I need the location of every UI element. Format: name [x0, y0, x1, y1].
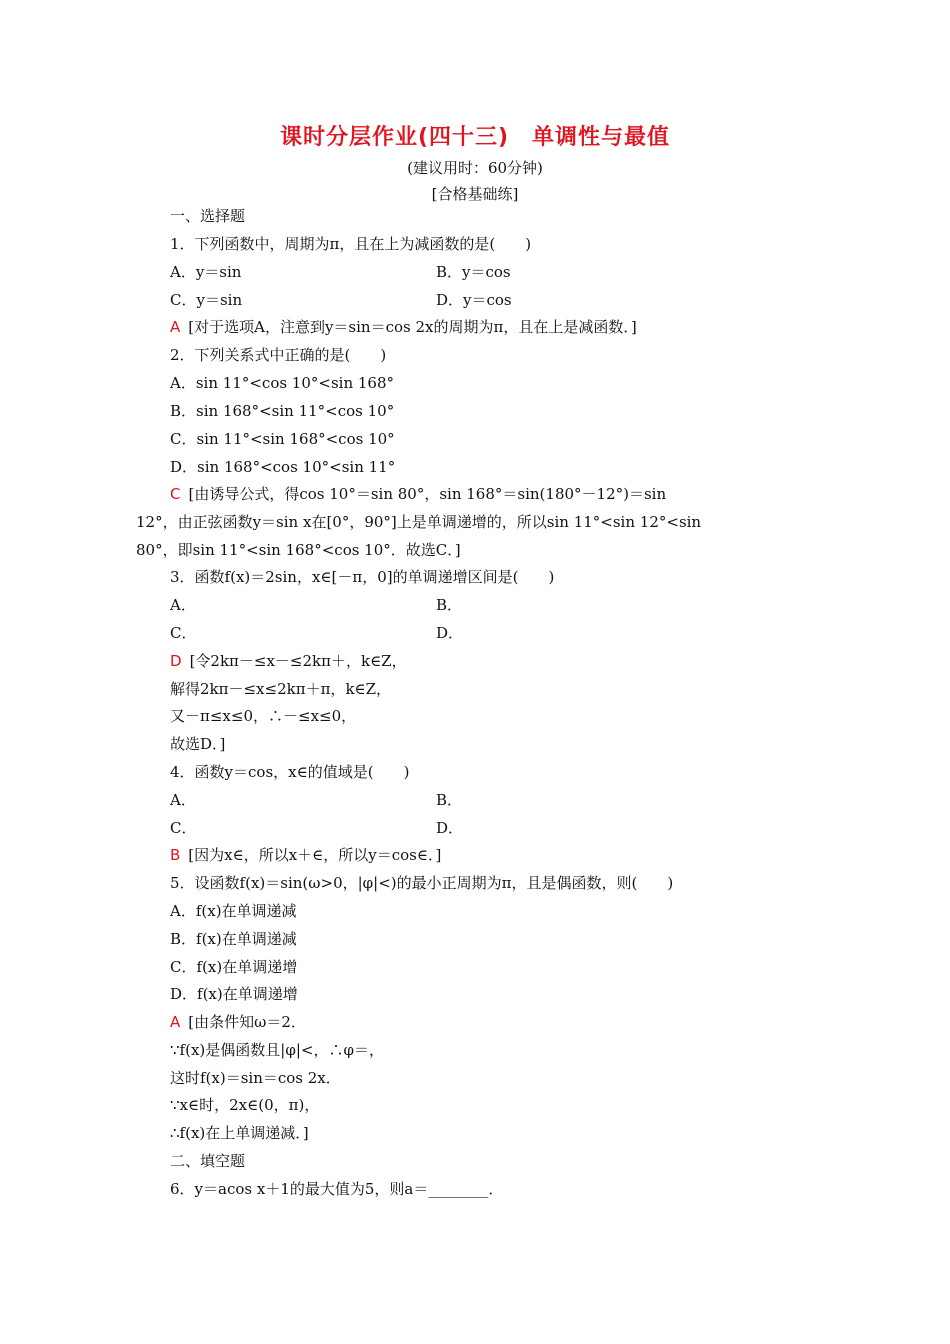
question-2-solution-line-3: 80°，即sin 11°<sin 168°<cos 10°．故选C．]	[136, 541, 461, 559]
question-4-option-d: D．	[436, 819, 464, 837]
question-2-solution	[170, 484, 666, 504]
question-2-option-b: B．sin 168°<sin 11°<cos 10°	[170, 402, 395, 420]
question-2-option-c: C．sin 11°<sin 168°<cos 10°	[170, 430, 395, 448]
question-5-stem: 5．设函数f(x)＝sin(ω>0，|φ|<)的最小正周期为π，且是偶函数，则( )	[170, 874, 674, 892]
question-4-option-a: A．	[170, 791, 196, 809]
question-5-solution	[170, 1012, 306, 1032]
answer-letter: B	[170, 846, 181, 864]
question-3-solution-line-2: 解得2kπ－≤x≤2kπ＋π，k∈Z，	[170, 680, 392, 698]
solution-text: [因为x∈，所以x＋∈，所以y＝cos∈．]	[188, 846, 442, 864]
question-5-option-a: A．f(x)在单调递减	[170, 902, 297, 920]
question-3-option-d: D．	[436, 624, 464, 642]
question-1-option-d: D．y＝cos	[436, 291, 512, 309]
question-1-option-b: B．y＝cos	[436, 263, 511, 281]
question-2-option-d: D．sin 168°<cos 10°<sin 11°	[170, 458, 396, 476]
question-2-stem: 2．下列关系式中正确的是( )	[170, 346, 387, 364]
question-4-stem: 4．函数y＝cos，x∈的值域是( )	[170, 763, 410, 781]
answer-letter: A	[170, 1013, 181, 1031]
question-1-solution	[170, 317, 637, 337]
question-1-stem: 1．下列函数中，周期为π，且在上为减函数的是( )	[170, 235, 532, 253]
question-5-solution-line-2: ∵f(x)是偶函数且|φ|<，∴φ＝，	[170, 1041, 384, 1059]
solution-text: [令2kπ－≤x－≤2kπ＋，k∈Z，	[189, 652, 407, 670]
question-3-stem: 3．函数f(x)＝2sin，x∈[－π，0]的单调递增区间是( )	[170, 568, 555, 586]
question-3-option-c: C．	[170, 624, 197, 642]
solution-text: [由条件知ω＝2．	[188, 1013, 306, 1031]
answer-letter: A	[170, 318, 181, 336]
question-5-option-d: D．f(x)在单调递增	[170, 985, 298, 1003]
question-2-solution-line-2: 12°，由正弦函数y＝sin x在[0°，90°]上是单调递增的，所以sin 11°<sin 12°<sin	[136, 513, 702, 531]
question-5-solution-line-4: ∵x∈时，2x∈(0，π)，	[170, 1096, 320, 1114]
question-3-solution-line-4: 故选D．]	[170, 735, 226, 753]
time-suggestion: (建议用时：60分钟)	[407, 159, 543, 177]
solution-text: [由诱导公式，得cos 10°＝sin 80°，sin 168°＝sin(180°－12°)＝sin	[188, 485, 667, 503]
section-heading-fill: 二、填空题	[170, 1152, 246, 1170]
question-6-stem: 6．y＝acos x＋1的最大值为5，则a＝________．	[170, 1180, 504, 1198]
answer-letter: D	[170, 652, 182, 670]
question-2-option-a: A．sin 11°<cos 10°<sin 168°	[170, 374, 395, 392]
question-3-option-a: A．	[170, 596, 196, 614]
question-4-option-b: B．	[436, 791, 463, 809]
answer-letter: C	[170, 485, 181, 503]
question-5-solution-line-5: ∴f(x)在上单调递减．]	[170, 1124, 309, 1142]
section-heading-choice: 一、选择题	[170, 207, 246, 225]
question-5-solution-line-3: 这时f(x)＝sin＝cos 2x．	[170, 1069, 341, 1087]
question-1-option-c: C．y＝sin	[170, 291, 243, 309]
section-tag: [合格基础练]	[431, 185, 519, 203]
question-4-option-c: C．	[170, 819, 197, 837]
question-4-solution	[170, 845, 441, 865]
question-1-option-a: A．y＝sin	[170, 263, 242, 281]
question-5-option-c: C．f(x)在单调递增	[170, 958, 298, 976]
solution-text: [对于选项A，注意到y＝sin＝cos 2x的周期为π，且在上是减函数．]	[188, 318, 637, 336]
question-3-solution	[170, 651, 407, 671]
question-3-option-b: B．	[436, 596, 463, 614]
page-title: 课时分层作业(四十三) 单调性与最值	[279, 125, 671, 150]
question-5-option-b: B．f(x)在单调递减	[170, 930, 297, 948]
question-3-solution-line-3: 又－π≤x≤0，∴－≤x≤0，	[170, 707, 357, 725]
